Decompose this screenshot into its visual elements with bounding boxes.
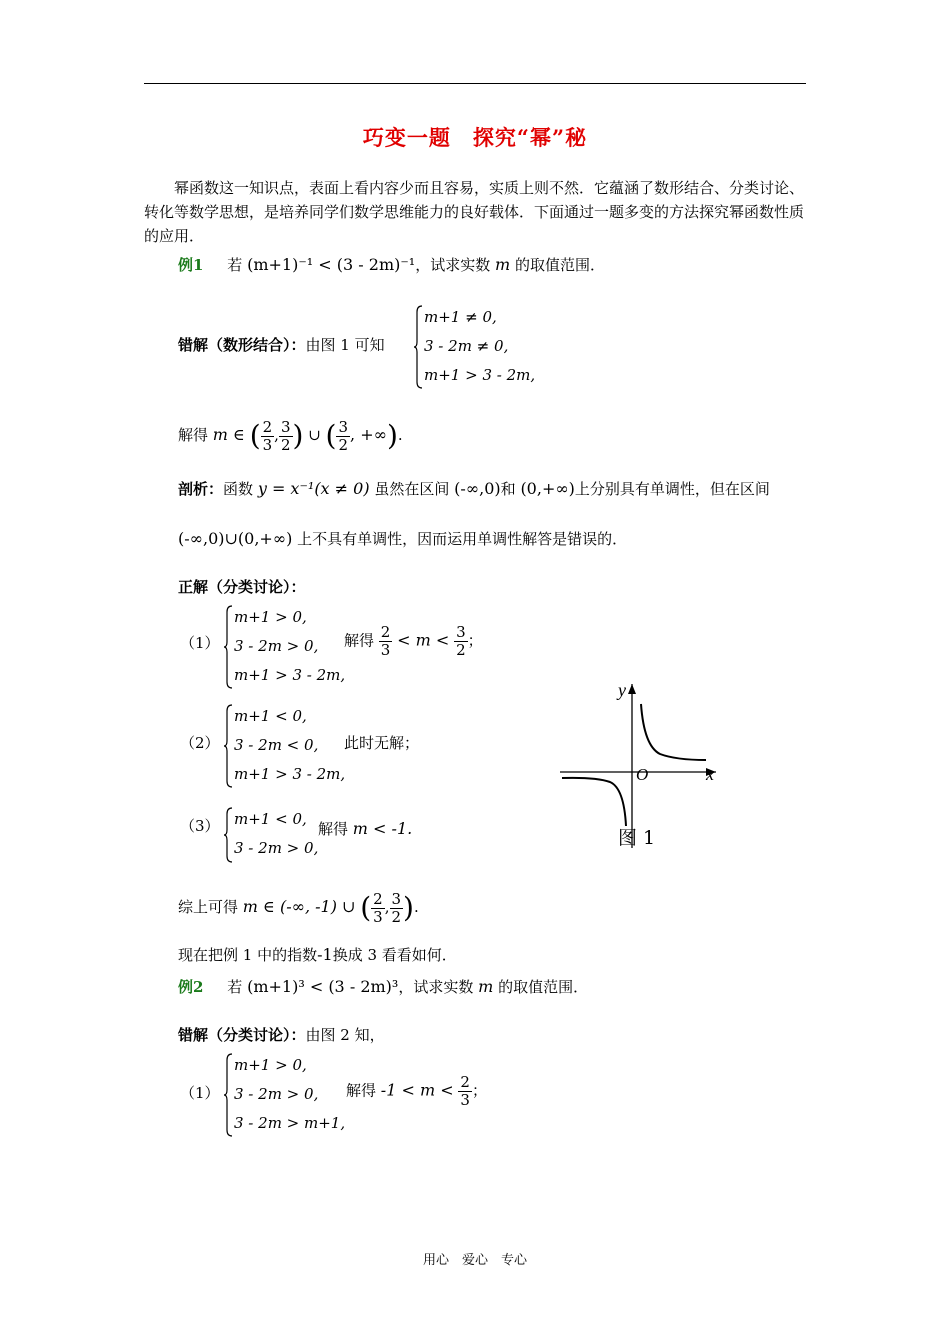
system-row: 3 - 2m ≠ 0,	[424, 337, 509, 355]
wrong-1-system	[414, 304, 554, 390]
w2-case-1-result: 解得 -1 < m < $\frac{2}{3}$ ；	[346, 1073, 487, 1109]
figure-1-caption: 图 1	[618, 827, 656, 849]
summary-line: 综上可得 m ∈ (-∞, -1) ∪ ( $\frac{2}{3}$ , $\frac{3}{2}$ ).	[178, 889, 419, 926]
interval: (-∞,0)∪(0,+∞)	[178, 529, 293, 548]
example-2: 例2 若 (m+1)³ < (3 - 2m)³，试求实数 m 的取值范围．	[178, 977, 589, 996]
page-footer: 用心 爱心 专心	[422, 1253, 527, 1268]
fraction: $\frac{2}{3}$	[262, 417, 273, 454]
example-1-label: 例1	[178, 256, 204, 274]
header-rule	[144, 83, 806, 84]
figure-1	[556, 676, 726, 856]
example-2-label: 例2	[178, 978, 204, 996]
wrong-solution-1-heading	[178, 334, 385, 355]
correct-solution-label: 正解（分类讨论）：	[178, 578, 306, 596]
case-2-number: （2）	[180, 734, 220, 752]
hyperbola-branch-right	[641, 704, 706, 760]
case-2-system: m+1 < 0, 3 - 2m < 0, m+1 > 3 - 2m,	[224, 703, 354, 789]
example-1-var: m	[495, 255, 511, 274]
x-axis-label: x	[706, 764, 714, 784]
system-row: m+1 ≠ 0,	[424, 308, 497, 326]
solve-label: 解得	[178, 426, 209, 444]
wrong-solution-1-label: 错解（数形结合）：	[178, 336, 306, 354]
y-axis-arrow	[628, 684, 636, 694]
brace-icon	[414, 304, 424, 390]
case-1-number: （1）	[180, 634, 220, 652]
page-title: 巧变一题 探究“幂”秘	[362, 125, 588, 150]
w2-case-1-system: m+1 > 0, 3 - 2m > 0, 3 - 2m > m+1,	[224, 1052, 364, 1138]
analysis-line-1: 剖析：函数 y = x⁻¹(x ≠ 0) 虽然在区间 (-∞,0)和 (0,+∞)上分别具有单调性，但在区间	[178, 479, 770, 498]
function-expression: y = x⁻¹(x ≠ 0)	[257, 479, 370, 498]
solve-expression: m ∈	[212, 425, 245, 444]
y-axis-label: y	[618, 680, 626, 700]
case-1-result: 解得 $\frac{2}{3}$ < m < $\frac{3}{2}$ ；	[344, 623, 483, 659]
system-row: m+1 > 3 - 2m,	[424, 366, 536, 384]
example-2-inequality: (m+1)³ < (3 - 2m)³	[247, 977, 399, 996]
brace-icon	[224, 1052, 234, 1138]
brace-icon	[224, 806, 234, 864]
example-1-pre: 若	[227, 256, 243, 274]
interval: (-∞,0)	[454, 479, 501, 498]
wrong-solution-1-text: 由图 1 可知	[305, 336, 385, 354]
example-1-inequality: (m+1)⁻¹ < (3 - 2m)⁻¹	[247, 255, 416, 274]
case-2-result: 此时无解；	[344, 734, 420, 752]
brace-icon	[224, 604, 234, 690]
wrong-1-result: 解得 m ∈ ( $\frac{2}{3}$ , $\frac{3}{2}$ ) ∪ ( $\frac{3}{2}$ , +∞).	[178, 417, 403, 454]
transition-line: 现在把例 1 中的指数-1换成 3 看看如何．	[178, 945, 457, 964]
case-3-number: （3）	[180, 817, 220, 835]
analysis-line-2: (-∞,0)∪(0,+∞) 上不具有单调性，因而运用单调性解答是错误的．	[178, 529, 628, 548]
intro-paragraph: 幂函数这一知识点，表面上看内容少而且容易，实质上则不然．它蕴涵了数形结合、分类讨论、转化等数学思想，是培养同学们数学思维能力的良好载体．下面通过一题多变的方法探究幂函数性质的应用．	[144, 179, 805, 245]
example-1-tail: 的取值范围．	[514, 256, 605, 274]
case-3-result: 解得 m < -1.	[318, 819, 413, 838]
w2-case-1-number: （1）	[180, 1084, 220, 1102]
origin-label: O	[636, 765, 649, 784]
case-3-system: m+1 < 0, 3 - 2m > 0,	[224, 806, 334, 864]
hyperbola-branch-left	[562, 778, 626, 826]
fraction: $\frac{3}{2}$	[338, 417, 349, 454]
case-1-system: m+1 > 0, 3 - 2m > 0, m+1 > 3 - 2m,	[224, 604, 354, 690]
brace-icon	[224, 703, 234, 789]
wrong-solution-2-heading: 错解（分类讨论）：由图 2 知，	[178, 1026, 385, 1044]
fraction: $\frac{3}{2}$	[280, 417, 291, 454]
analysis-label: 剖析：	[178, 480, 224, 498]
example-1-post: ，试求实数	[415, 256, 491, 274]
interval: (0,+∞)	[520, 479, 575, 498]
example-1	[178, 254, 605, 275]
